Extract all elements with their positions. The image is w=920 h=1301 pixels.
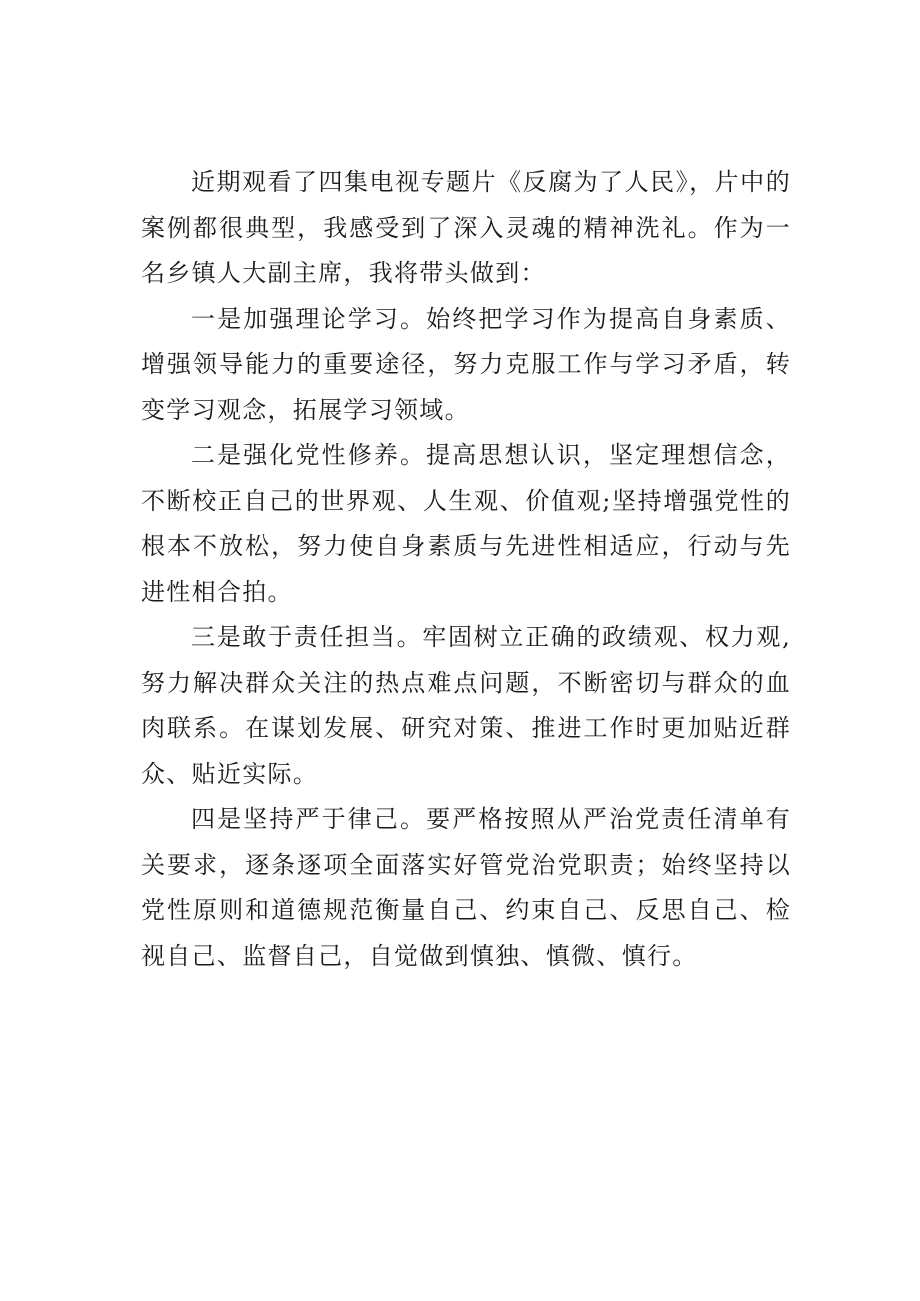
paragraph-point-1: 一是加强理论学习。始终把学习作为提高自身素质、增强领导能力的重要途径，努力克服工作与学习矛盾，转变学习观念，拓展学习领域。 — [141, 304, 791, 424]
document-body — [141, 160, 791, 979]
paragraph-point-4: 四是坚持严于律己。要严格按照从严治党责任清单有关要求，逐条逐项全面落实好管党治党职责；始终坚持以党性原则和道德规范衡量自己、约束自己、反思自己、检视自己、监督自己，自觉做到慎独、慎微、慎行。 — [141, 805, 791, 970]
paragraph-point-2: 二是强化党性修养。提高思想认识，坚定理想信念，不断校正自己的世界观、人生观、价值观;坚持增强党性的根本不放松，努力使自身素质与先进性相适应，行动与先进性相合拍。 — [141, 441, 791, 606]
paragraph-intro: 近期观看了四集电视专题片《反腐为了人民》，片中的案例都很典型，我感受到了深入灵魂的精神洗礼。作为一名乡镇人大副主席，我将带头做到： — [141, 168, 791, 287]
paragraph-point-3: 三是敢于责任担当。牢固树立正确的政绩观、权力观,努力解决群众关注的热点难点问题，不断密切与群众的血肉联系。在谋划发展、研究对策、推进工作时更加贴近群众、贴近实际。 — [141, 623, 791, 788]
